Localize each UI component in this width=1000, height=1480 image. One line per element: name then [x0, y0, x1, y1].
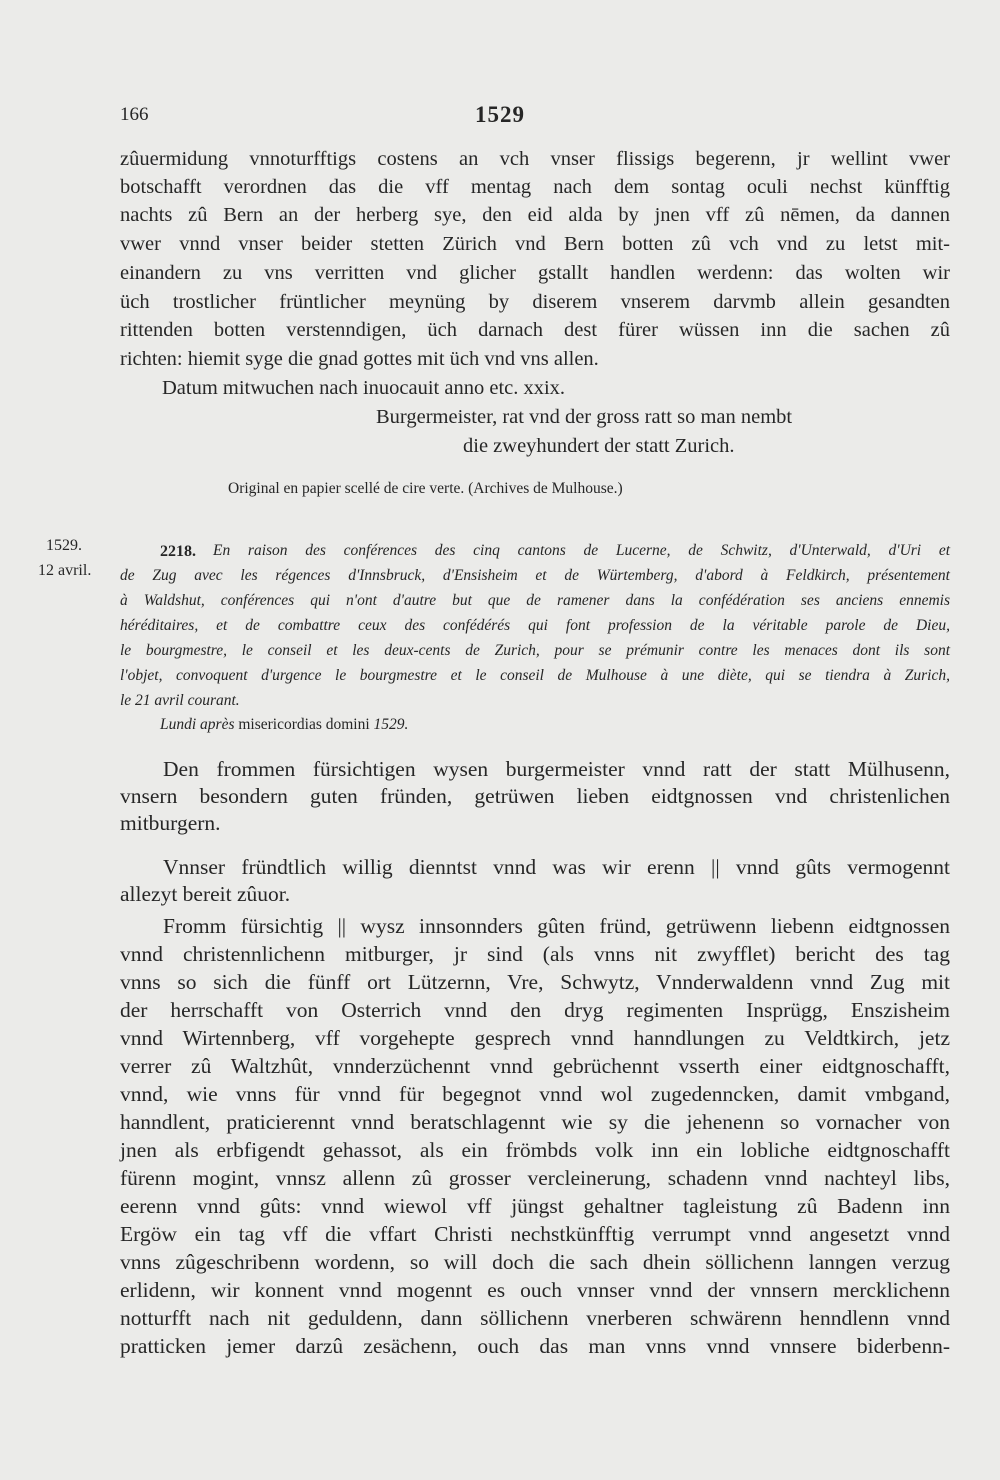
entry-date-pre: Lundi après	[160, 716, 235, 733]
body-line: fürenn mogint, vnnsz allenn zû grosser vercleinerung, schadenn vnnd nachteyl libs,	[120, 1166, 950, 1190]
entry-date-mid: misericordias domini	[234, 716, 374, 733]
summary-line: le 21 avril courant.	[120, 692, 240, 709]
entry-date-line	[160, 711, 408, 739]
body-line: der herrschafft von Osterrich vnnd den dryg regimenten Insprügg, Enszisheim	[120, 998, 950, 1022]
summary-line: de Zug avec les régences d'Innsbruck, d'Ensisheim et de Würtemberg, d'abord à Feldkirch, présentement	[120, 567, 950, 584]
summary-line: héréditaires, et de combattre ceux des confédérés qui font profession de la véritable parole de Dieu,	[120, 617, 950, 634]
body-line: eerenn vnnd gûts: vnnd wiewol vff jüngst gehaltner tagleistung zû Badenn inn	[120, 1194, 950, 1218]
body-line: vnnd, wie vnns für vnnd für begegnot vnnd wol zugedenncken, damit vmbgand,	[120, 1082, 950, 1106]
letter1-line: vwer vnnd vnser beider stetten Zürich vnd Bern botten zû vch vnd zu letst mit-	[120, 233, 950, 255]
body-line: vnnd christennlichenn mitburger, jr sind (als vnns nit zwyfflet) bericht des tag	[120, 942, 950, 966]
greeting-line: Vnnser fründtlich willig dienntst vnnd was wir erenn || vnnd gûts vermogennt	[163, 855, 950, 879]
greeting-line: allezyt bereit zûuor.	[120, 882, 291, 906]
address-line: mitburgern.	[120, 811, 221, 835]
letter1-line: richten: hiemit syge die gnad gottes mit üch vnd vns allen.	[120, 348, 599, 370]
body-line: vnns so sich die fünff ort Lützernn, Vre, Schwytz, Vnnderwaldenn vnnd Zug mit	[120, 970, 950, 994]
margin-date-day: 12 avril.	[38, 562, 92, 579]
letter1-line: einandern zu vns verritten vnd glicher gstallt handlen werdenn: das wolten wir	[120, 262, 950, 284]
body-line: erlidenn, wir konnent vnnd mogennt es ouch vnnser vnnd der vnnsern mercklichenn	[120, 1278, 950, 1302]
address-line: Den frommen fürsichtigen wysen burgermeister vnnd ratt der statt Mülhusenn,	[163, 757, 950, 781]
letter1-line: üch trostlicher früntlicher meynüng by diserem vnserem darvmb allein gesandten	[120, 291, 950, 313]
letter1-signature-line: die zweyhundert der statt Zurich.	[463, 435, 735, 457]
body-line: hanndlent, praticierennt vnnd beratschlagennt wie sy die jehenenn so vornacher von	[120, 1110, 950, 1134]
letter1-signature-line: Burgermeister, rat vnd der gross ratt so man nembt	[376, 406, 793, 428]
letter1-line: nachts zû Bern an der herberg sye, den eid alda by jnen vff zû nēmen, da dannen	[120, 204, 950, 226]
page-year-heading: 1529	[475, 102, 525, 127]
body-line: Ergöw ein tag vff die vffart Christi nechstkünfftig verrumpt vnnd angesetzt vnnd	[120, 1222, 950, 1246]
summary-line: à Waldshut, conférences qui n'ont d'autre but que de ramener dans la confédération ses anciens ennemis	[120, 592, 950, 609]
letter1-source-note: Original en papier scellé de cire verte. (Archives de Mulhouse.)	[228, 480, 623, 497]
margin-date-year: 1529.	[46, 537, 82, 554]
summary-line: l'objet, convoquent d'urgence le bourgmestre et le conseil de Mulhouse à une diète, qui se tiendra à Zurich,	[120, 667, 950, 684]
summary-line: En raison des conférences des cinq cantons de Lucerne, de Schwitz, d'Unterwald, d'Uri et	[213, 542, 950, 559]
page-number: 166	[120, 104, 149, 125]
body-line: verrer zû Waltzhût, vnnderzüchennt vnnd gebrüchennt vsserth einer eidtgnoschafft,	[120, 1054, 950, 1078]
letter1-line: zûuermidung vnnoturfftigs costens an vch vnser flissigs begerenn, jr wellint vwer	[120, 148, 950, 170]
letter1-line: rittenden botten verstenndigen, üch darnach dest fürer wüssen inn die sachen zû	[120, 319, 950, 341]
entry-number: 2218.	[160, 543, 196, 560]
body-line: pratticken jemer darzû zesächenn, ouch das man vnns vnnd vnnsere biderbenn-	[120, 1334, 950, 1358]
body-line: Fromm fürsichtig || wysz innsonnders gûten fründ, getrüwenn liebenn eidtgnossen	[163, 914, 950, 938]
entry-date-post: 1529.	[373, 716, 409, 733]
body-line: jnen als erbfigendt gehassot, als ein frömbds volk inn ein lobliche eidtgnoschafft	[120, 1138, 950, 1162]
body-line: vnns zûgeschribenn wordenn, so will doch die sach dhein söllichenn lanngen verzug	[120, 1250, 950, 1274]
summary-line: le bourgmestre, le conseil et les deux-cents de Zurich, pour se prémunir contre les menaces dont ils sont	[120, 642, 950, 659]
body-line: notturfft nach nit geduldenn, dann söllichenn vnerberen schwärenn henndlenn vnnd	[120, 1306, 950, 1330]
letter1-line: botschafft verordnen das die vff mentag nach dem sontag oculi nechst künfftig	[120, 176, 950, 198]
body-line: vnnd Wirtennberg, vff vorgehepte gesprech vnnd hanndlungen zu Veldtkirch, jetz	[120, 1026, 950, 1050]
letter1-date: Datum mitwuchen nach inuocauit anno etc. xxix.	[162, 377, 566, 399]
address-line: vnsern besondern guten fründen, getrüwen lieben eidtgnossen vnd christenlichen	[120, 784, 950, 808]
